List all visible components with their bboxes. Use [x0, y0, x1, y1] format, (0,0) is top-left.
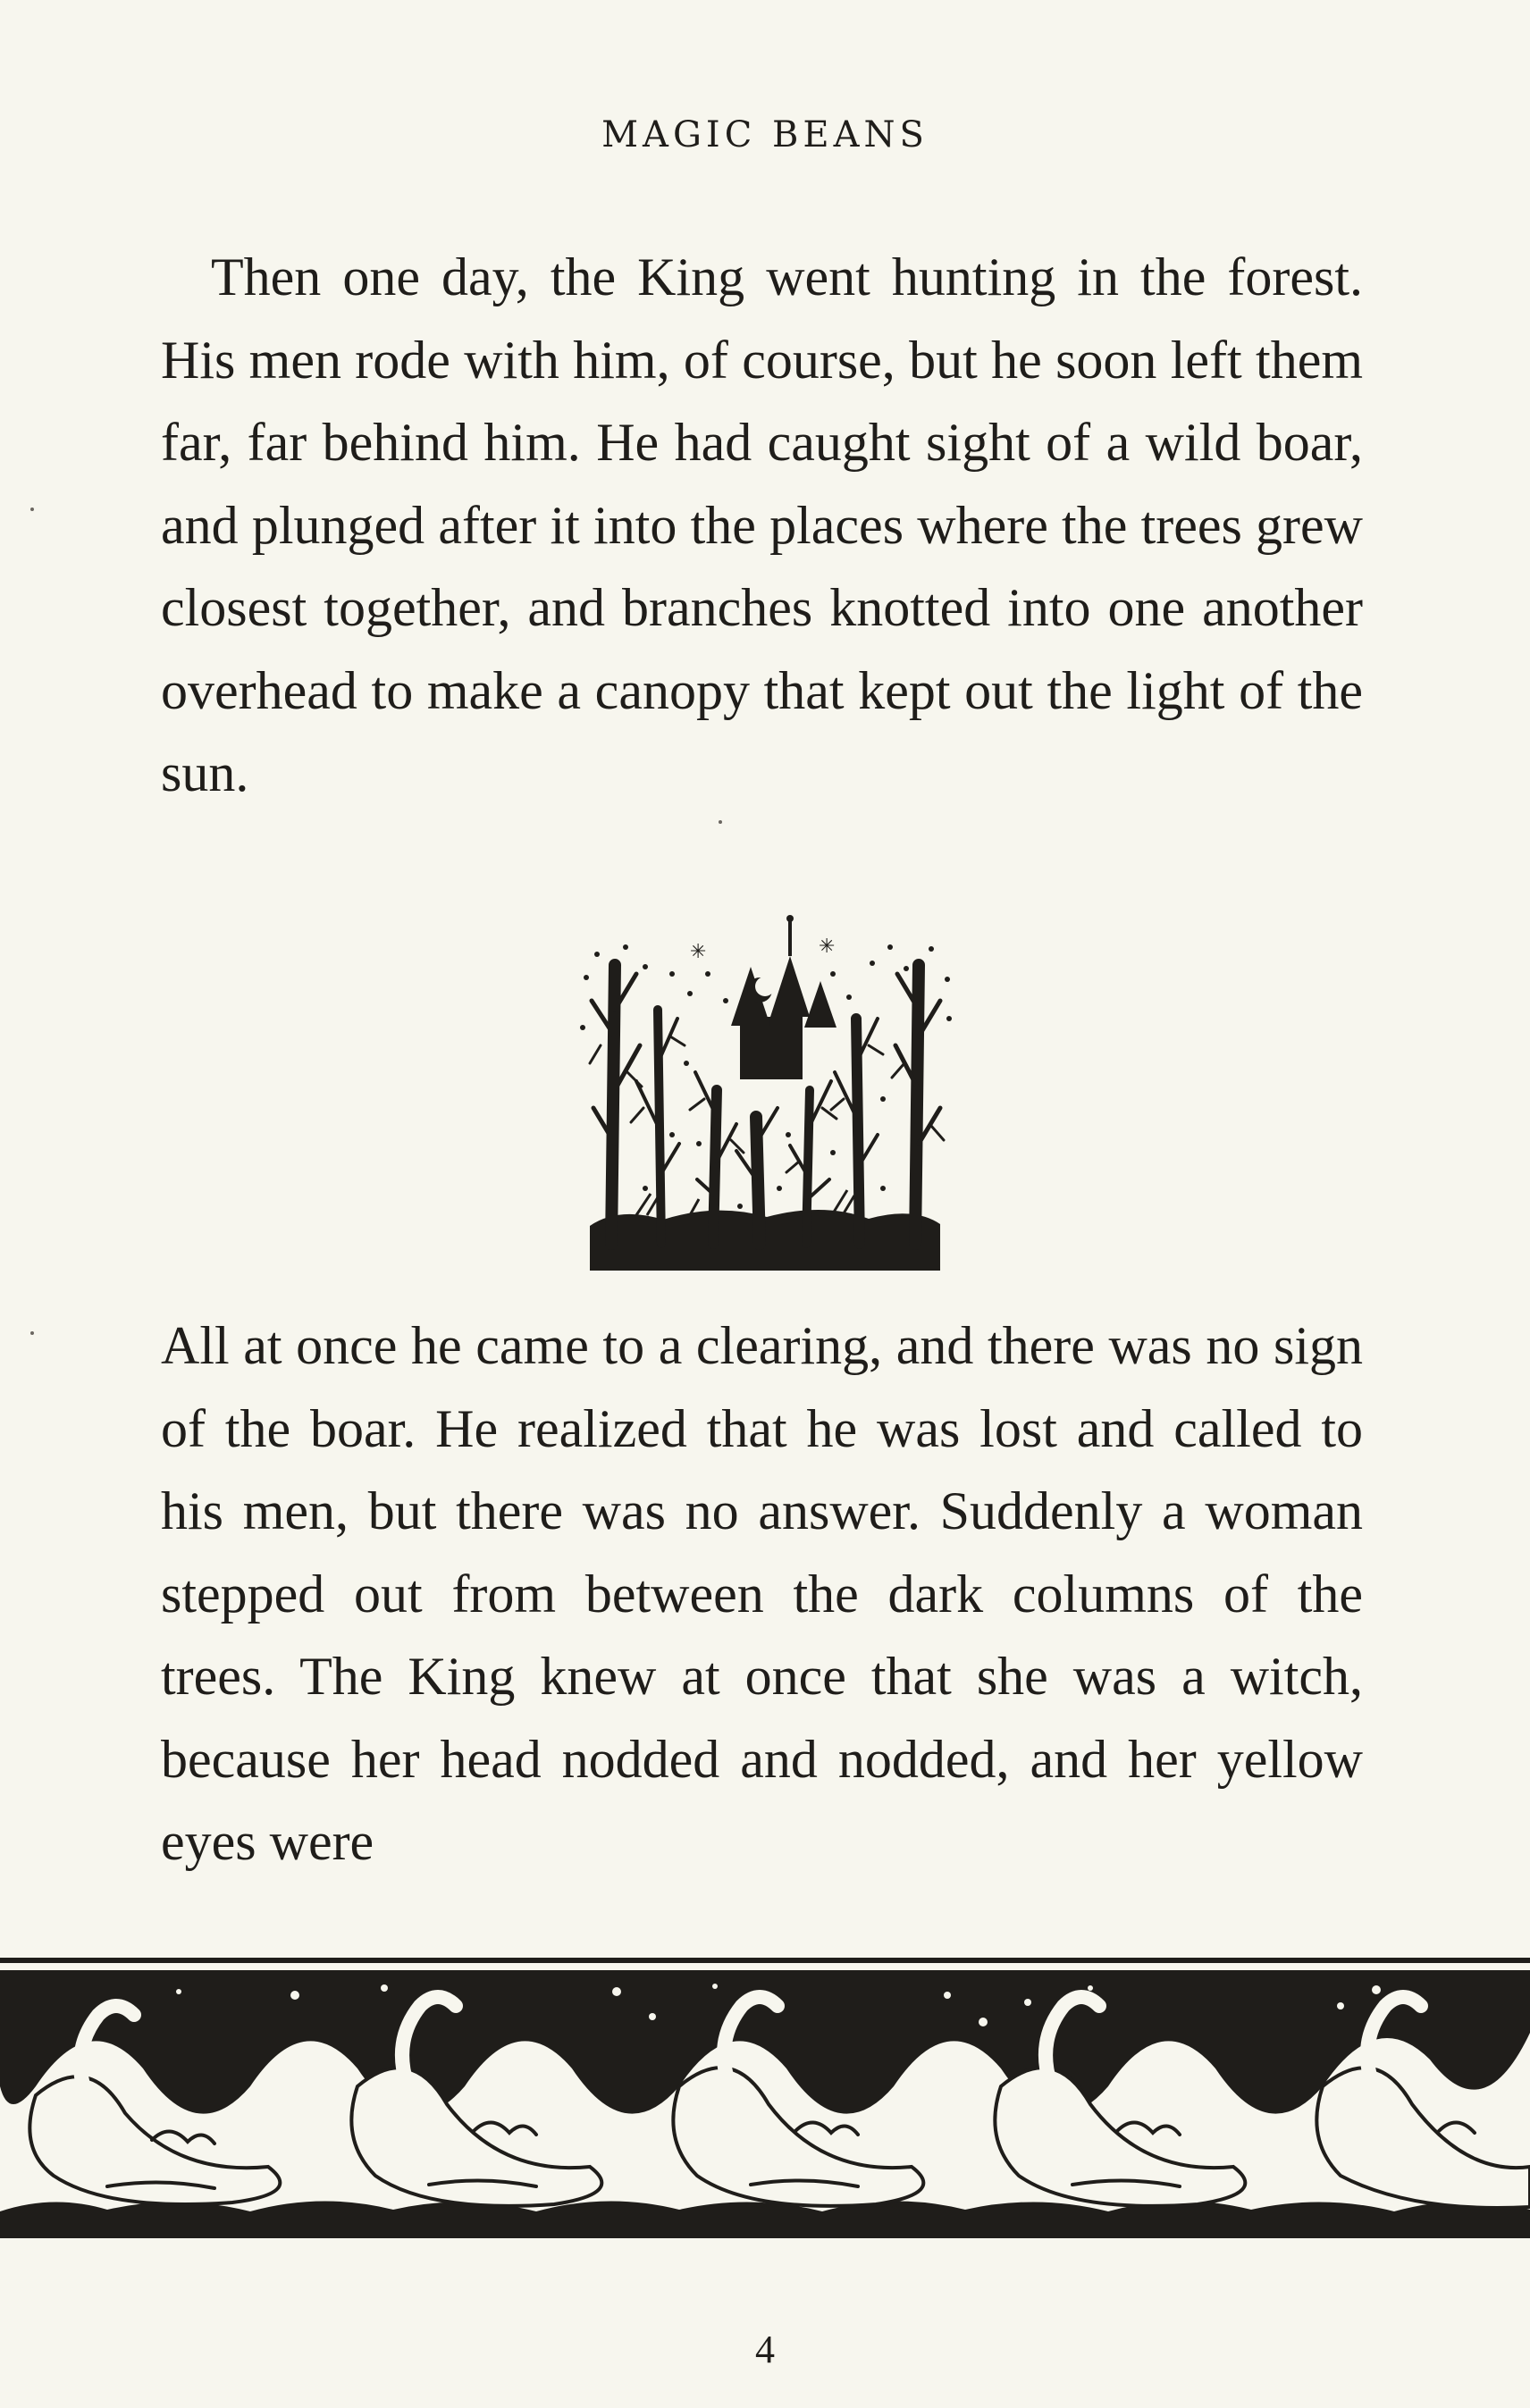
- paper-speck: [30, 508, 34, 511]
- paragraph-1: Then one day, the King went hunting in the forest. His men rode with him, of course, but he soon left them far, far behind him. He had caught sight of a wild boar, and plunged after it into the places where the trees grew closest together, and branches knotted into one another overhead to make a canopy that kept out the light of the sun.: [161, 248, 1363, 802]
- svg-text:✳: ✳: [690, 941, 707, 963]
- page-number: 4: [755, 2328, 775, 2371]
- paper-speck: [30, 1331, 34, 1335]
- paragraph-2: All at once he came to a clearing, and there was no sign of the boar. He realized that he was lost and called to his men, but there was no answer. Suddenly a woman stepped out from between the dark columns of the trees. The King knew at once that she was a witch, because her head nodded and nodded, and her yellow eyes were: [161, 1316, 1363, 1871]
- swan-frieze-icon: [0, 1952, 1530, 2256]
- paper-speck: [719, 820, 722, 824]
- running-head: MAGIC BEANS: [601, 114, 929, 155]
- forest-castle-icon: [565, 911, 969, 1297]
- svg-text:✳: ✳: [819, 936, 836, 958]
